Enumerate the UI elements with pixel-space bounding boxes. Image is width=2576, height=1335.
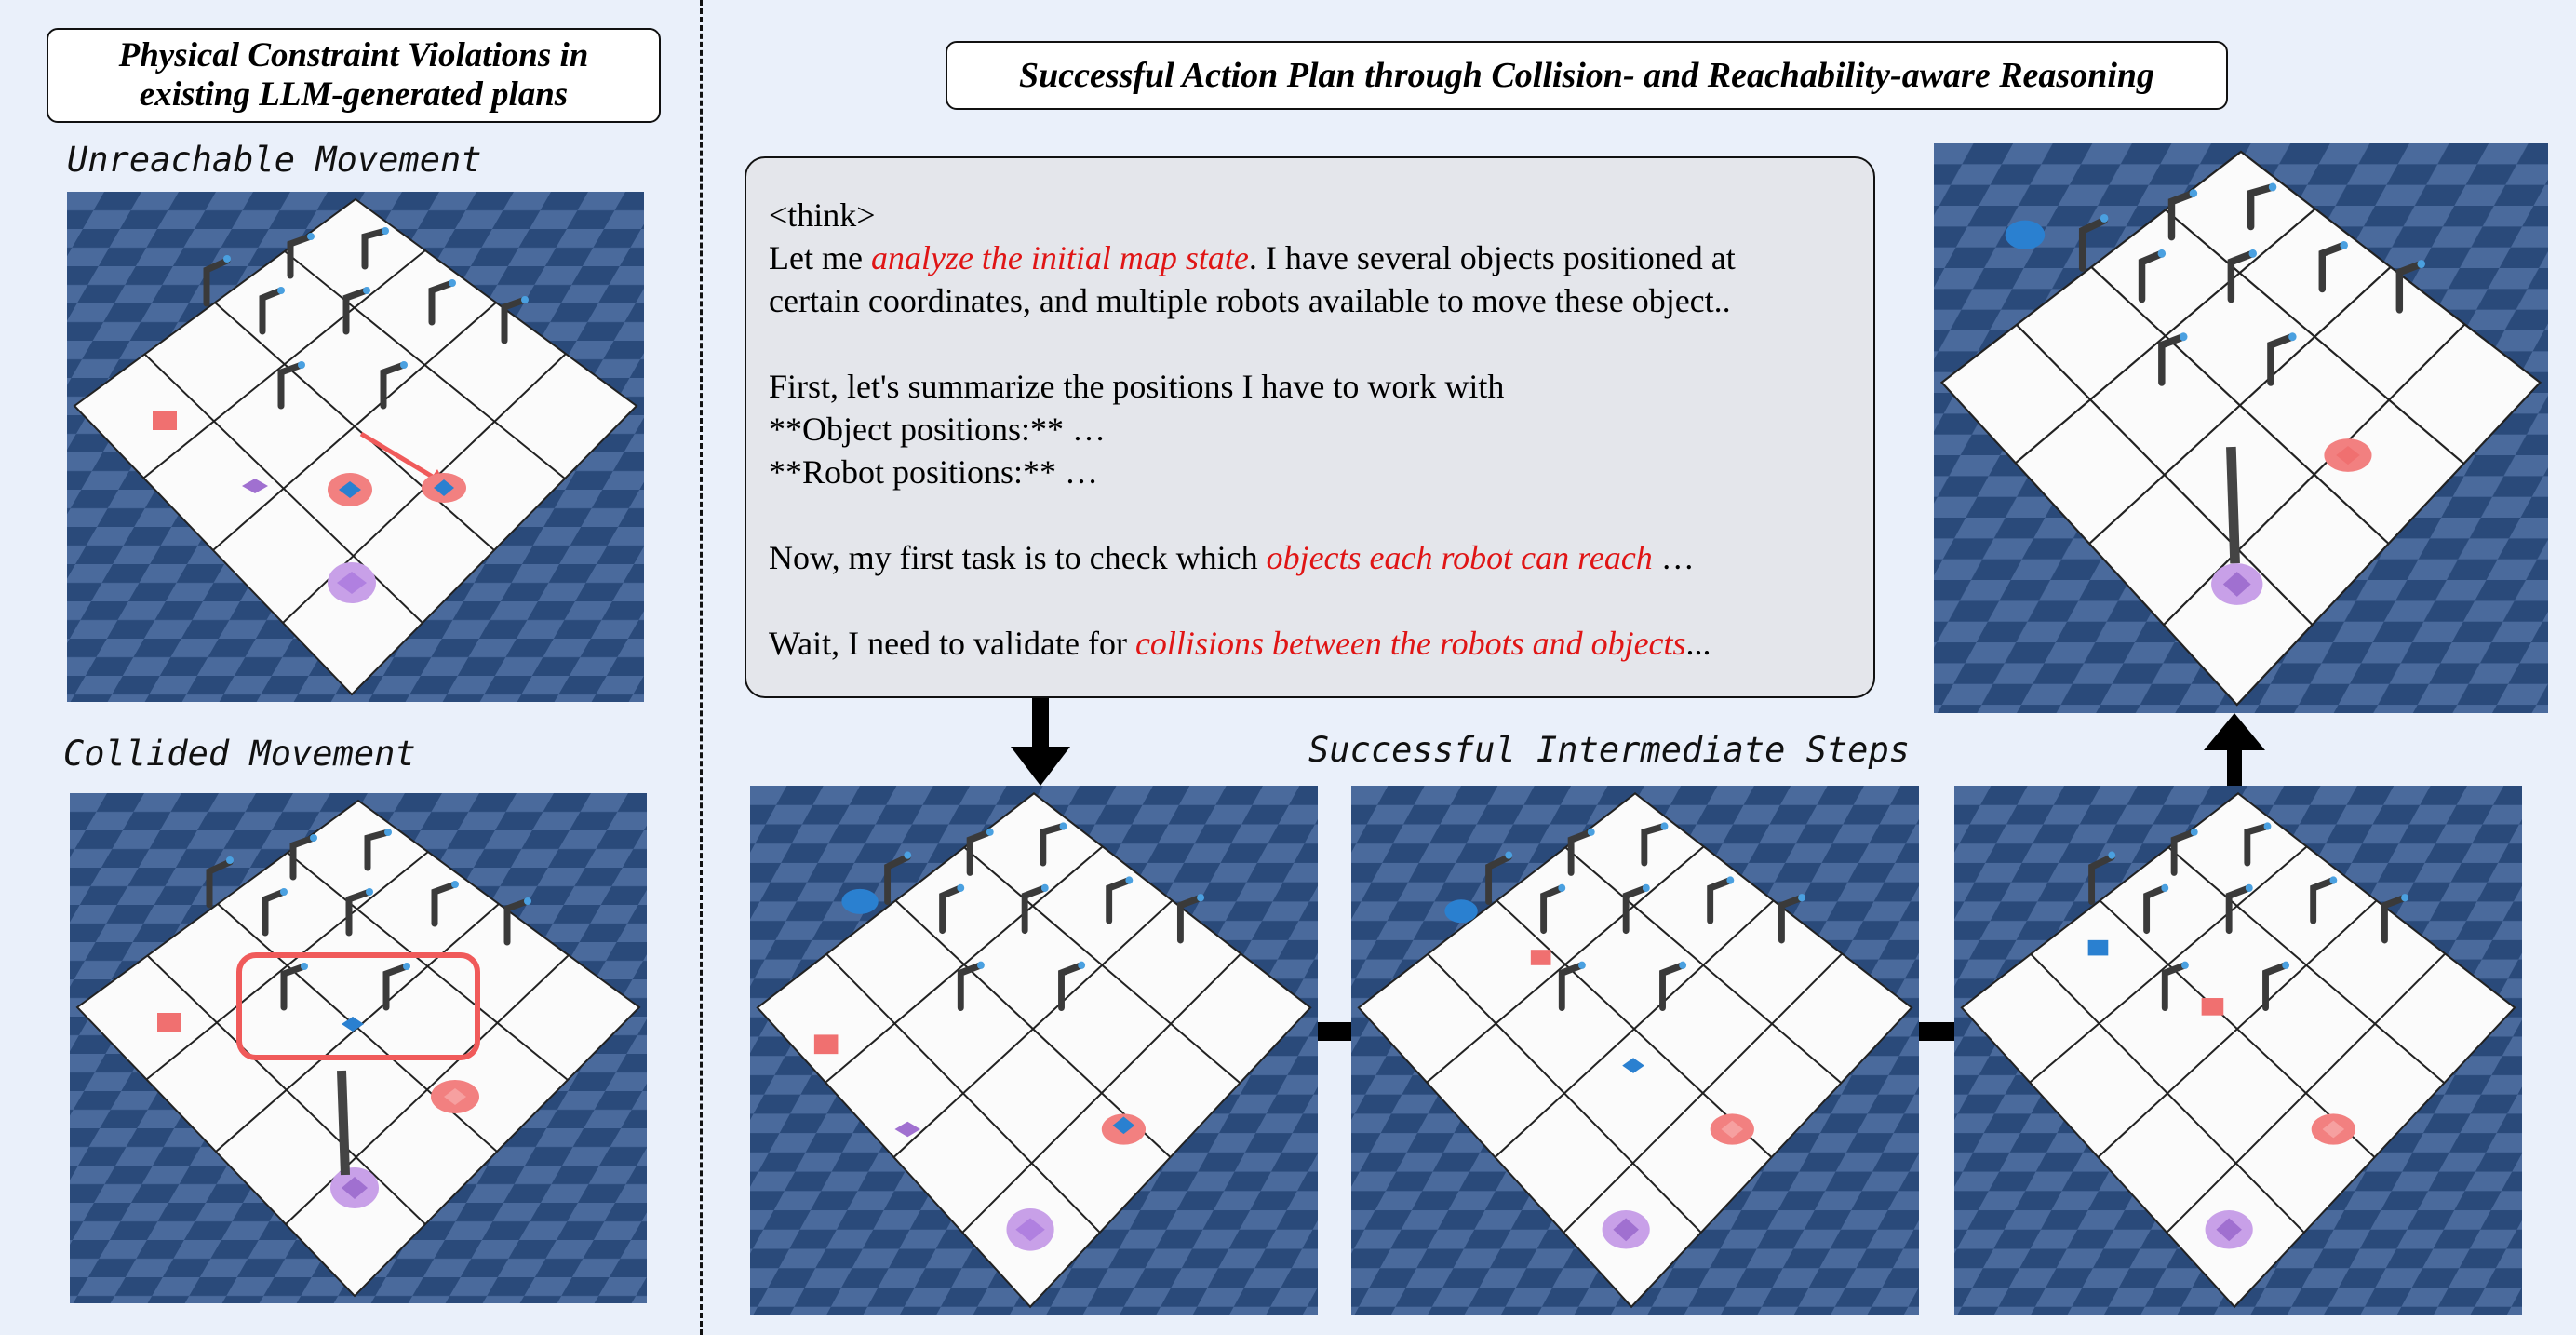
left-panel-title xyxy=(47,28,661,123)
scene-step-2 xyxy=(1351,786,1919,1315)
right-panel-title xyxy=(946,41,2228,110)
dashed-divider xyxy=(700,0,703,1335)
think-line-1-highlight: analyze the initial map state xyxy=(870,239,1249,276)
think-line-6 xyxy=(769,536,1851,579)
left-title-line1: Physical Constraint Violations in xyxy=(118,36,589,74)
left-title-line2: existing LLM-generated plans xyxy=(139,75,569,114)
think-line-1-post: . I have several objects positioned at xyxy=(1248,239,1736,276)
think-line-6-pre: Now, my first task is to check which xyxy=(769,539,1267,576)
scene-collided xyxy=(67,793,650,1303)
think-line-4: **Object positions:** … xyxy=(769,411,1106,448)
step-connector-1 xyxy=(1318,1022,1351,1041)
think-reasoning-box xyxy=(745,156,1875,698)
think-line-1-pre: Let me xyxy=(769,239,871,276)
think-line-7-post: ... xyxy=(1685,625,1711,662)
think-line-3: First, let's summarize the positions I have to work with xyxy=(769,368,1505,405)
think-line-7-highlight: collisions between the robots and objects xyxy=(1134,625,1686,662)
robot-arm-extended xyxy=(342,1071,345,1175)
red-cube xyxy=(153,411,177,430)
red-cube xyxy=(814,1034,839,1054)
blue-object xyxy=(2006,221,2046,249)
scene-step-1-svg xyxy=(750,786,1318,1315)
think-line-7 xyxy=(769,622,1851,665)
think-tag: <think> xyxy=(769,196,876,234)
red-cube xyxy=(2202,998,2224,1016)
scene-unreachable xyxy=(67,192,644,702)
red-cube xyxy=(157,1013,181,1032)
think-line-2: certain coordinates, and multiple robots available to move these object.. xyxy=(769,282,1731,319)
think-line-6-post: … xyxy=(1652,539,1695,576)
think-line-6-highlight: objects each robot can reach xyxy=(1266,539,1653,576)
arrow-up-icon xyxy=(2202,713,2267,786)
blue-object xyxy=(841,889,878,914)
scene-final xyxy=(1934,143,2548,713)
collided-movement-label: Collided Movement xyxy=(63,734,416,774)
think-gap xyxy=(769,579,1851,622)
scene-step-3 xyxy=(1954,786,2522,1315)
scene-step-1 xyxy=(750,786,1318,1315)
scene-unreachable-svg xyxy=(67,192,644,702)
think-line-1 xyxy=(769,236,1851,279)
scene-step-3-svg xyxy=(1954,786,2522,1315)
think-gap xyxy=(769,322,1851,365)
scene-final-svg xyxy=(1934,143,2548,713)
think-line-7-pre: Wait, I need to validate for xyxy=(769,625,1135,662)
scene-step-2-svg xyxy=(1351,786,1919,1315)
think-line-5: **Robot positions:** … xyxy=(769,453,1099,491)
scene-collided-svg xyxy=(67,793,650,1303)
right-title-text: Successful Action Plan through Collision- and Reachability-aware Reasoning xyxy=(1018,56,2155,95)
red-cube xyxy=(1531,950,1551,965)
think-gap xyxy=(769,493,1851,536)
arrow-down-icon xyxy=(1003,698,1078,788)
blue-cube xyxy=(2088,940,2109,956)
step-connector-2 xyxy=(1919,1022,1954,1041)
robot-arm-extended xyxy=(2231,447,2234,563)
blue-object xyxy=(1444,899,1477,923)
successful-steps-label: Successful Intermediate Steps xyxy=(1308,730,1911,770)
unreachable-movement-label: Unreachable Movement xyxy=(67,140,482,180)
